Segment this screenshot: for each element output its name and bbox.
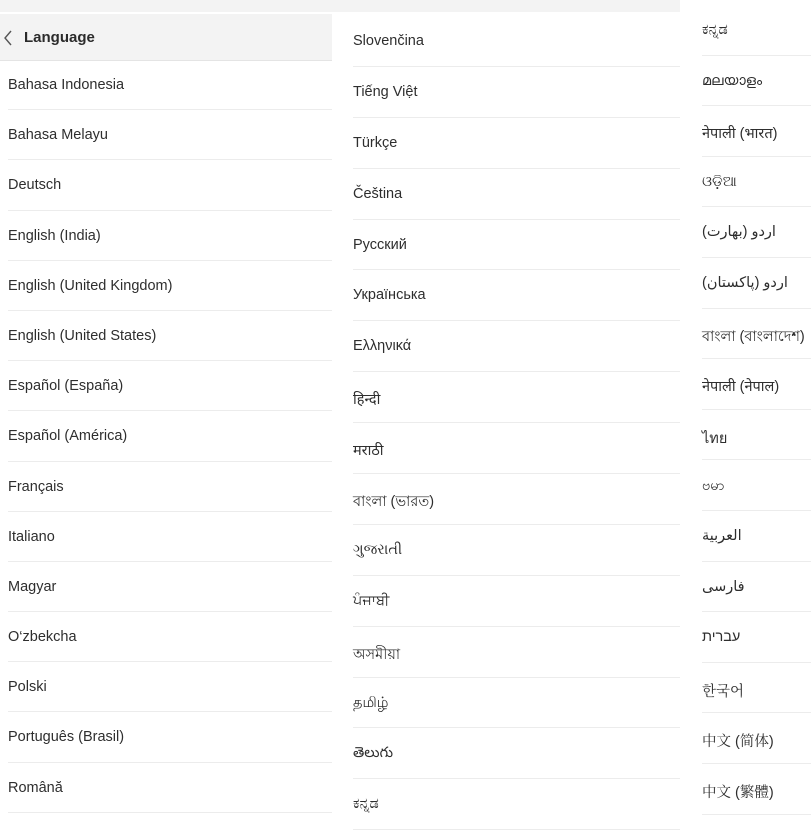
language-item-label: Magyar: [8, 578, 57, 595]
language-item-label: 中文 (繁體): [702, 784, 774, 801]
language-item[interactable]: [332, 678, 680, 729]
language-item-label: Bahasa Indonesia: [8, 77, 125, 93]
language-item-label: ಕನ್ನಡ: [353, 796, 379, 813]
language-item-label: Română: [8, 779, 63, 796]
language-item[interactable]: [0, 662, 332, 712]
language-item[interactable]: [332, 270, 680, 321]
language-item-label: മലയാളം: [702, 72, 763, 89]
language-item[interactable]: [332, 423, 680, 474]
language-item[interactable]: [332, 169, 680, 220]
language-item-label: Italiano: [8, 528, 55, 545]
language-item[interactable]: [0, 361, 332, 411]
language-item[interactable]: [332, 728, 680, 779]
language-item[interactable]: [680, 207, 811, 258]
language-item[interactable]: [680, 663, 811, 714]
language-item-label: Türkçe: [353, 134, 398, 151]
language-item[interactable]: [0, 411, 332, 461]
language-item[interactable]: [332, 525, 680, 576]
row-divider: [8, 812, 332, 813]
language-item[interactable]: [680, 562, 811, 613]
language-item[interactable]: [680, 612, 811, 663]
language-item-label: Tiếng Việt: [353, 83, 418, 100]
language-item[interactable]: [332, 220, 680, 271]
language-item[interactable]: [332, 372, 680, 423]
language-item-label: 中文 (简体): [702, 734, 774, 751]
back-button[interactable]: [0, 25, 20, 51]
language-item-label: Español (América): [8, 428, 128, 445]
language-item[interactable]: [0, 60, 332, 110]
language-list-3: [680, 5, 811, 815]
language-item-label: English (United States): [8, 327, 157, 344]
language-item-label: தமிழ்: [353, 694, 389, 711]
language-item-label: العربية: [702, 527, 742, 544]
language-item[interactable]: [680, 309, 811, 360]
language-item[interactable]: [680, 713, 811, 764]
language-item[interactable]: [0, 712, 332, 762]
language-item-label: 한국어: [702, 683, 745, 700]
language-item-label: ಕನ್ನಡ: [702, 22, 728, 38]
language-item[interactable]: [332, 627, 680, 678]
page-title: Language: [24, 29, 95, 46]
language-item[interactable]: [680, 157, 811, 208]
language-item[interactable]: [0, 311, 332, 361]
language-item-label: English (India): [8, 227, 101, 244]
language-item-label: Español (España): [8, 378, 124, 395]
language-item-label: ਪੰਜਾਬੀ: [353, 592, 390, 609]
language-list-1: [0, 60, 332, 813]
language-item-label: বাংলা (ভারত): [353, 494, 435, 511]
language-item[interactable]: [680, 410, 811, 461]
language-item[interactable]: [332, 16, 680, 67]
language-item-label: हिन्दी: [353, 392, 381, 409]
language-item[interactable]: [680, 764, 811, 815]
language-item[interactable]: [0, 562, 332, 612]
language-item[interactable]: [680, 106, 811, 157]
language-item[interactable]: [0, 261, 332, 311]
language-item[interactable]: [680, 56, 811, 107]
language-item-label: বাংলা (বাংলাদেশ): [702, 328, 805, 345]
language-panel-2: [332, 14, 680, 813]
language-item-label: Українська: [353, 287, 426, 304]
language-item-label: Bahasa Melayu: [8, 127, 108, 144]
language-panel-1: [0, 14, 332, 800]
language-item-label: اردو (بھارت): [702, 224, 776, 241]
language-item-label: Slovenčina: [353, 33, 424, 49]
language-item-label: Polski: [8, 679, 47, 696]
language-item-label: मराठी: [353, 443, 384, 460]
language-item[interactable]: [332, 576, 680, 627]
language-item[interactable]: [0, 462, 332, 512]
language-item[interactable]: [0, 612, 332, 662]
language-item-label: Čeština: [353, 185, 403, 202]
language-item-label: English (United Kingdom): [8, 277, 173, 294]
language-item[interactable]: [0, 110, 332, 160]
language-item-label: עברית: [702, 629, 741, 646]
language-item[interactable]: [0, 211, 332, 261]
language-item-label: Français: [8, 478, 64, 495]
language-item[interactable]: [680, 258, 811, 309]
chevron-left-icon: [2, 30, 14, 46]
header-bar: [0, 14, 332, 61]
row-divider: [702, 814, 811, 815]
language-item-label: ગુજરાતી: [353, 541, 403, 558]
language-item[interactable]: [680, 460, 811, 511]
language-item-label: اردو (پاکستان): [702, 274, 788, 291]
language-item[interactable]: [680, 511, 811, 562]
language-item[interactable]: [680, 359, 811, 410]
language-item-label: ไทย: [702, 430, 728, 447]
language-item[interactable]: [332, 779, 680, 830]
language-item[interactable]: [0, 160, 332, 210]
language-item-label: ଓଡ଼ିଆ: [702, 173, 737, 190]
language-item[interactable]: [0, 763, 332, 813]
language-panel-3: [680, 0, 811, 800]
language-item[interactable]: [0, 512, 332, 562]
language-item-label: नेपाली (भारत): [702, 126, 778, 143]
language-item-label: नेपाली (नेपाल): [702, 379, 780, 396]
language-item[interactable]: [332, 321, 680, 372]
language-item-label: فارسی: [702, 578, 745, 595]
language-item-label: Ελληνικά: [353, 338, 412, 355]
language-item[interactable]: [680, 5, 811, 56]
language-item-label: O‘zbekcha: [8, 629, 77, 646]
language-item-label: অসমীয়া: [353, 646, 401, 663]
language-item[interactable]: [332, 67, 680, 118]
language-item-label: Русский: [353, 236, 407, 253]
language-item-label: Português (Brasil): [8, 729, 125, 746]
language-item[interactable]: [332, 474, 680, 525]
language-item[interactable]: [332, 118, 680, 169]
language-item-label: ဗမာ: [702, 478, 725, 495]
language-list-2: [332, 16, 680, 830]
language-item-label: తెలుగు: [353, 745, 394, 762]
language-item-label: Deutsch: [8, 177, 62, 194]
